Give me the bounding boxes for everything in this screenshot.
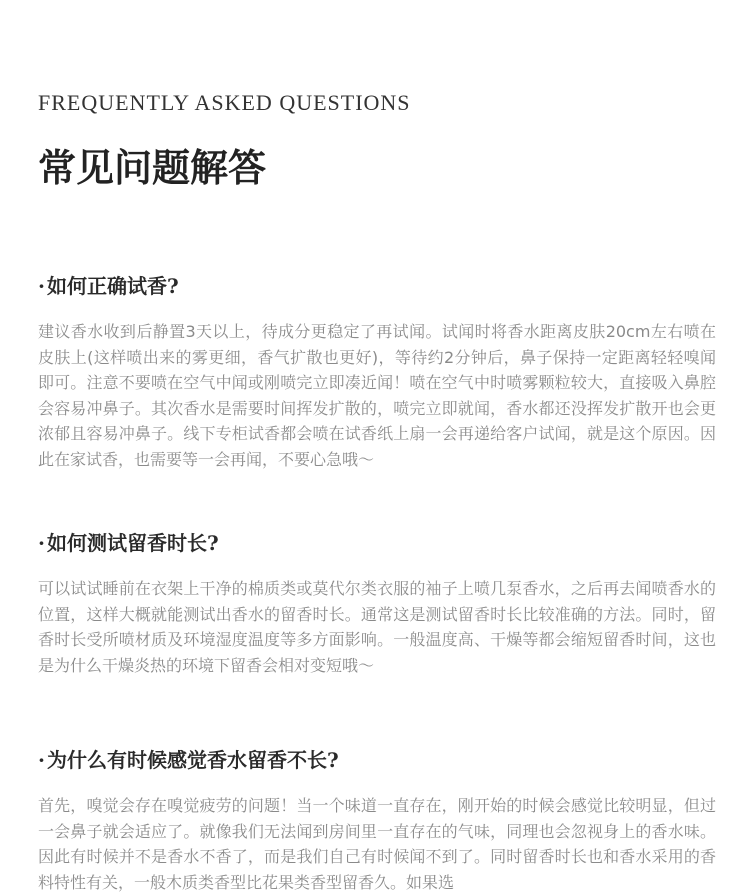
faq-answer: 可以试试睡前在衣架上干净的棉质类或莫代尔类衣服的袖子上喷几泵香水，之后再去闻喷香水的位置，这样大概就能测试出香水的留香时长。通常这是测试留香时长比较准确的方法。同时，留香时长受所喷材质及环境湿度温度等多方面影响。一般温度高、干燥等都会缩短留香时间，这也是为什么干燥炎热的环境下留香会相对变短哦～ — [38, 579, 716, 675]
bullet-dot: · — [38, 748, 45, 772]
faq-item — [38, 744, 716, 893]
faq-question-text: 如何正确试香? — [46, 274, 179, 298]
faq-answer: 首先，嗅觉会存在嗅觉疲劳的问题！当一个味道一直存在，刚开始的时候会感觉比较明显，但过一会鼻子就会适应了。就像我们无法闻到房间里一直存在的气味，同理也会忽视身上的香水味。因此有时候并不是香水不香了，而是我们自己有时候闻不到了。同时留香时长也和香水采用的香料特性有关，一般木质类香型比花果类香型留香久。如果选 — [38, 796, 716, 892]
faq-question — [38, 744, 716, 773]
faq-item — [38, 270, 716, 472]
page-title: 常见问题解答 — [38, 145, 267, 190]
faq-item — [38, 527, 716, 678]
faq-question — [38, 270, 716, 299]
faq-question-text: 如何测试留香时长? — [46, 531, 219, 555]
faq-question — [38, 527, 716, 556]
faq-answer: 建议香水收到后静置3天以上，待成分更稳定了再试闻。试闻时将香水距离皮肤20cm左右喷在皮肤上(这样喷出来的雾更细，香气扩散也更好)，等待约2分钟后，鼻子保持一定距离轻轻嗅闻即可。注意不要喷在空气中闻或刚喷完立即凑近闻！喷在空气中时喷雾颗粒较大，直接吸入鼻腔会容易冲鼻子。其次香水是需要时间挥发扩散的，喷完立即就闻，香水都还没挥发扩散开也会更浓郁且容易冲鼻子。线下专柜试香都会喷在试香纸上扇一会再递给客户试闻，就是这个原因。因此在家试香，也需要等一会再闻，不要心急哦～ — [38, 322, 716, 469]
bullet-dot: · — [38, 274, 45, 298]
bullet-dot: · — [38, 531, 45, 555]
section-eyebrow: FREQUENTLY ASKED QUESTIONS — [38, 90, 411, 115]
faq-question-text: 为什么有时候感觉香水留香不长? — [46, 748, 339, 772]
